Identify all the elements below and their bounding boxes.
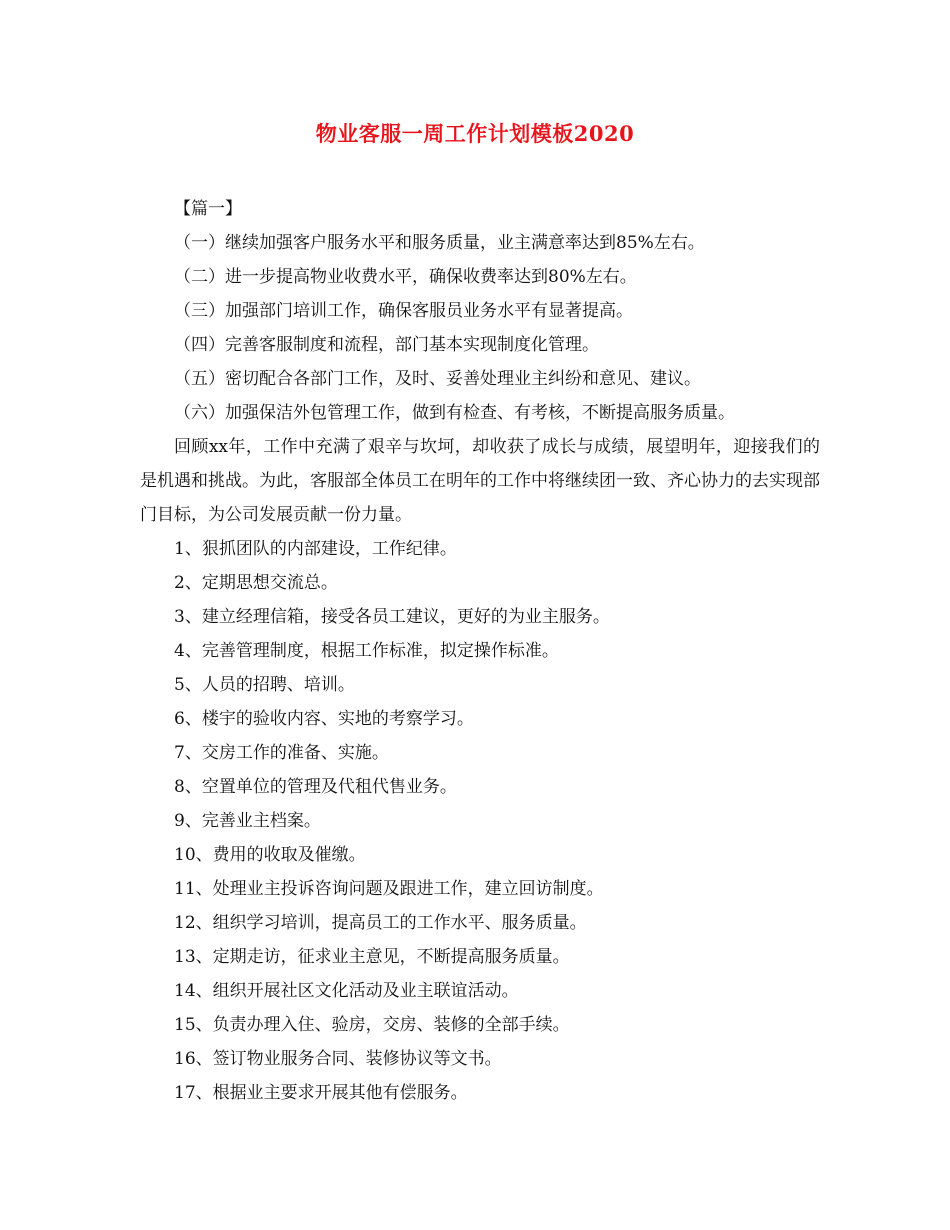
goal-item-6: （六）加强保洁外包管理工作，做到有检查、有考核，不断提高服务质量。 xyxy=(174,403,735,423)
goal-item-1: （一）继续加强客户服务水平和服务质量，业主满意率达到85%左右。 xyxy=(174,233,705,253)
list-item-12: 12、组织学习培训，提高员工的工作水平、服务质量。 xyxy=(174,913,587,933)
list-item-3: 3、建立经理信箱，接受各员工建议，更好的为业主服务。 xyxy=(174,607,610,627)
document-body xyxy=(140,192,820,1110)
list-item-15: 15、负责办理入住、验房，交房、装修的全部手续。 xyxy=(174,1015,570,1035)
list-item-11: 11、处理业主投诉咨询问题及跟进工作，建立回访制度。 xyxy=(174,879,604,899)
goal-item-3: （三）加强部门培训工作，确保客服员业务水平有显著提高。 xyxy=(174,301,633,321)
list-item-5: 5、人员的招聘、培训。 xyxy=(174,675,355,695)
document-title: 物业客服一周工作计划模板2020 xyxy=(315,121,635,146)
list-item-2: 2、定期思想交流总。 xyxy=(174,573,338,593)
list-item-17: 17、根据业主要求开展其他有偿服务。 xyxy=(174,1083,468,1103)
goal-item-2: （二）进一步提高物业收费水平，确保收费率达到80%左右。 xyxy=(174,267,637,287)
list-item-9: 9、完善业主档案。 xyxy=(174,811,321,831)
list-item-8: 8、空置单位的管理及代租代售业务。 xyxy=(174,777,457,797)
list-item-7: 7、交房工作的准备、实施。 xyxy=(174,743,389,763)
goal-item-4: （四）完善客服制度和流程，部门基本实现制度化管理。 xyxy=(174,335,599,355)
list-item-6: 6、楼宇的验收内容、实地的考察学习。 xyxy=(174,709,474,729)
list-item-10: 10、费用的收取及催缴。 xyxy=(174,845,366,865)
list-item-13: 13、定期走访，征求业主意见，不断提高服务质量。 xyxy=(174,947,570,967)
section-heading: 【篇一】 xyxy=(174,199,242,219)
list-item-16: 16、签订物业服务合同、装修协议等文书。 xyxy=(174,1049,502,1069)
list-item-1: 1、狠抓团队的内部建设，工作纪律。 xyxy=(174,539,457,559)
list-item-14: 14、组织开展社区文化活动及业主联谊活动。 xyxy=(174,981,519,1001)
review-paragraph: 回顾xx年，工作中充满了艰辛与坎坷，却收获了成长与成绩，展望明年，迎接我们的是机遇和挑战。为此，客服部全体员工在明年的工作中将继续团一致、齐心协力的去实现部门目标，为公司发展贡献一份力量。 xyxy=(140,437,820,525)
goal-item-5: （五）密切配合各部门工作，及时、妥善处理业主纠纷和意见、建议。 xyxy=(174,369,701,389)
list-item-4: 4、完善管理制度，根据工作标准，拟定操作标准。 xyxy=(174,641,559,661)
